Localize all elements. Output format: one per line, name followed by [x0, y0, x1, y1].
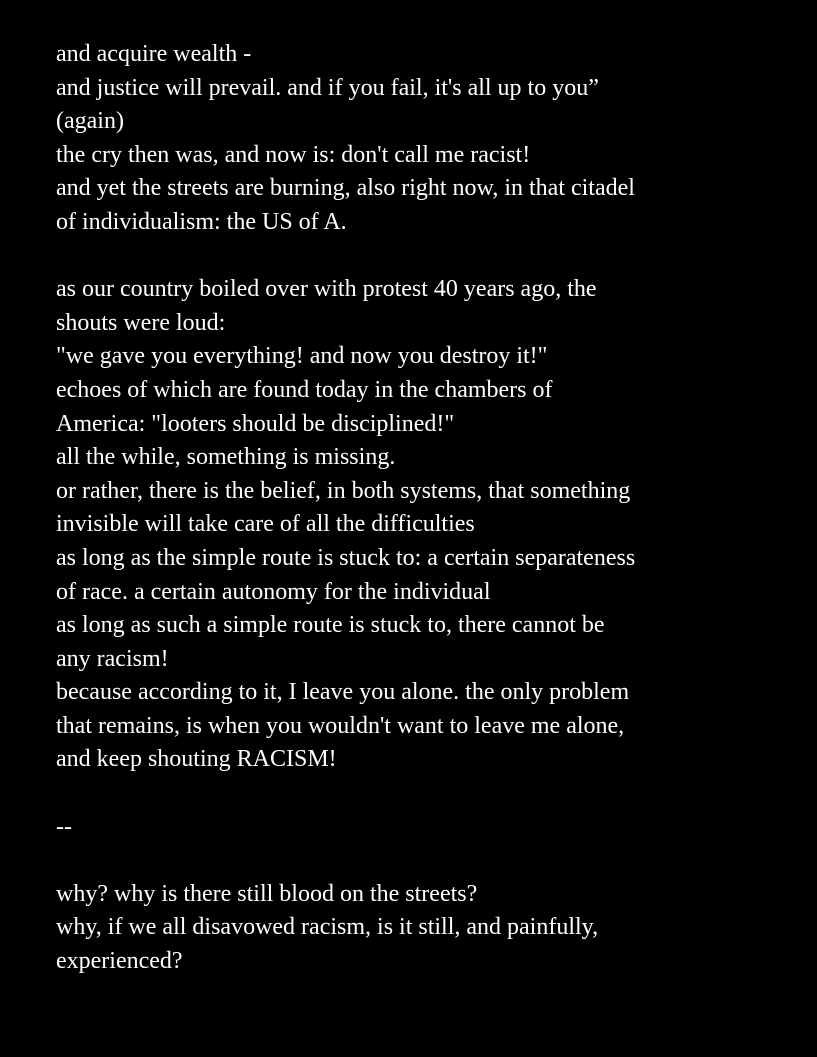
text-line: as long as such a simple route is stuck to, there cannot be: [56, 612, 605, 639]
section-separator: --: [56, 813, 72, 840]
blank-line: [56, 777, 796, 811]
text-line: and keep shouting RACISM!: [56, 746, 337, 773]
text-line: why, if we all disavowed racism, is it still, and painfully,: [56, 914, 599, 941]
text-line: that remains, is when you wouldn't want to leave me alone,: [56, 712, 625, 739]
text-line: as our country boiled over with protest 40 years ago, the: [56, 276, 597, 303]
text-line: shouts were loud:: [56, 309, 226, 336]
blank-line: [56, 240, 796, 274]
text-line: experienced?: [56, 948, 183, 975]
text-line: America: "looters should be disciplined!": [56, 410, 455, 437]
text-line: "we gave you everything! and now you destroy it!": [56, 343, 548, 370]
text-line: why? why is there still blood on the streets?: [56, 880, 478, 907]
text-line: invisible will take care of all the difficulties: [56, 511, 475, 538]
text-line: any racism!: [56, 645, 169, 672]
text-line: echoes of which are found today in the chambers of: [56, 376, 553, 403]
poem-text: [56, 38, 796, 979]
text-line: as long as the simple route is stuck to: a certain separateness: [56, 544, 636, 571]
text-line: all the while, something is missing.: [56, 444, 396, 471]
text-line: of race. a certain autonomy for the individual: [56, 578, 491, 605]
text-line: and acquire wealth -: [56, 41, 252, 67]
text-line: because according to it, I leave you alone. the only problem: [56, 679, 630, 706]
text-line: and yet the streets are burning, also right now, in that citadel: [56, 175, 635, 202]
text-line: or rather, there is the belief, in both systems, that something: [56, 477, 631, 504]
text-line: the cry then was, and now is: don't call me racist!: [56, 141, 531, 168]
text-line: (again): [56, 108, 124, 135]
text-line: of individualism: the US of A.: [56, 208, 347, 235]
blank-line: [56, 844, 796, 878]
text-line: and justice will prevail. and if you fail, it's all up to you”: [56, 74, 599, 101]
